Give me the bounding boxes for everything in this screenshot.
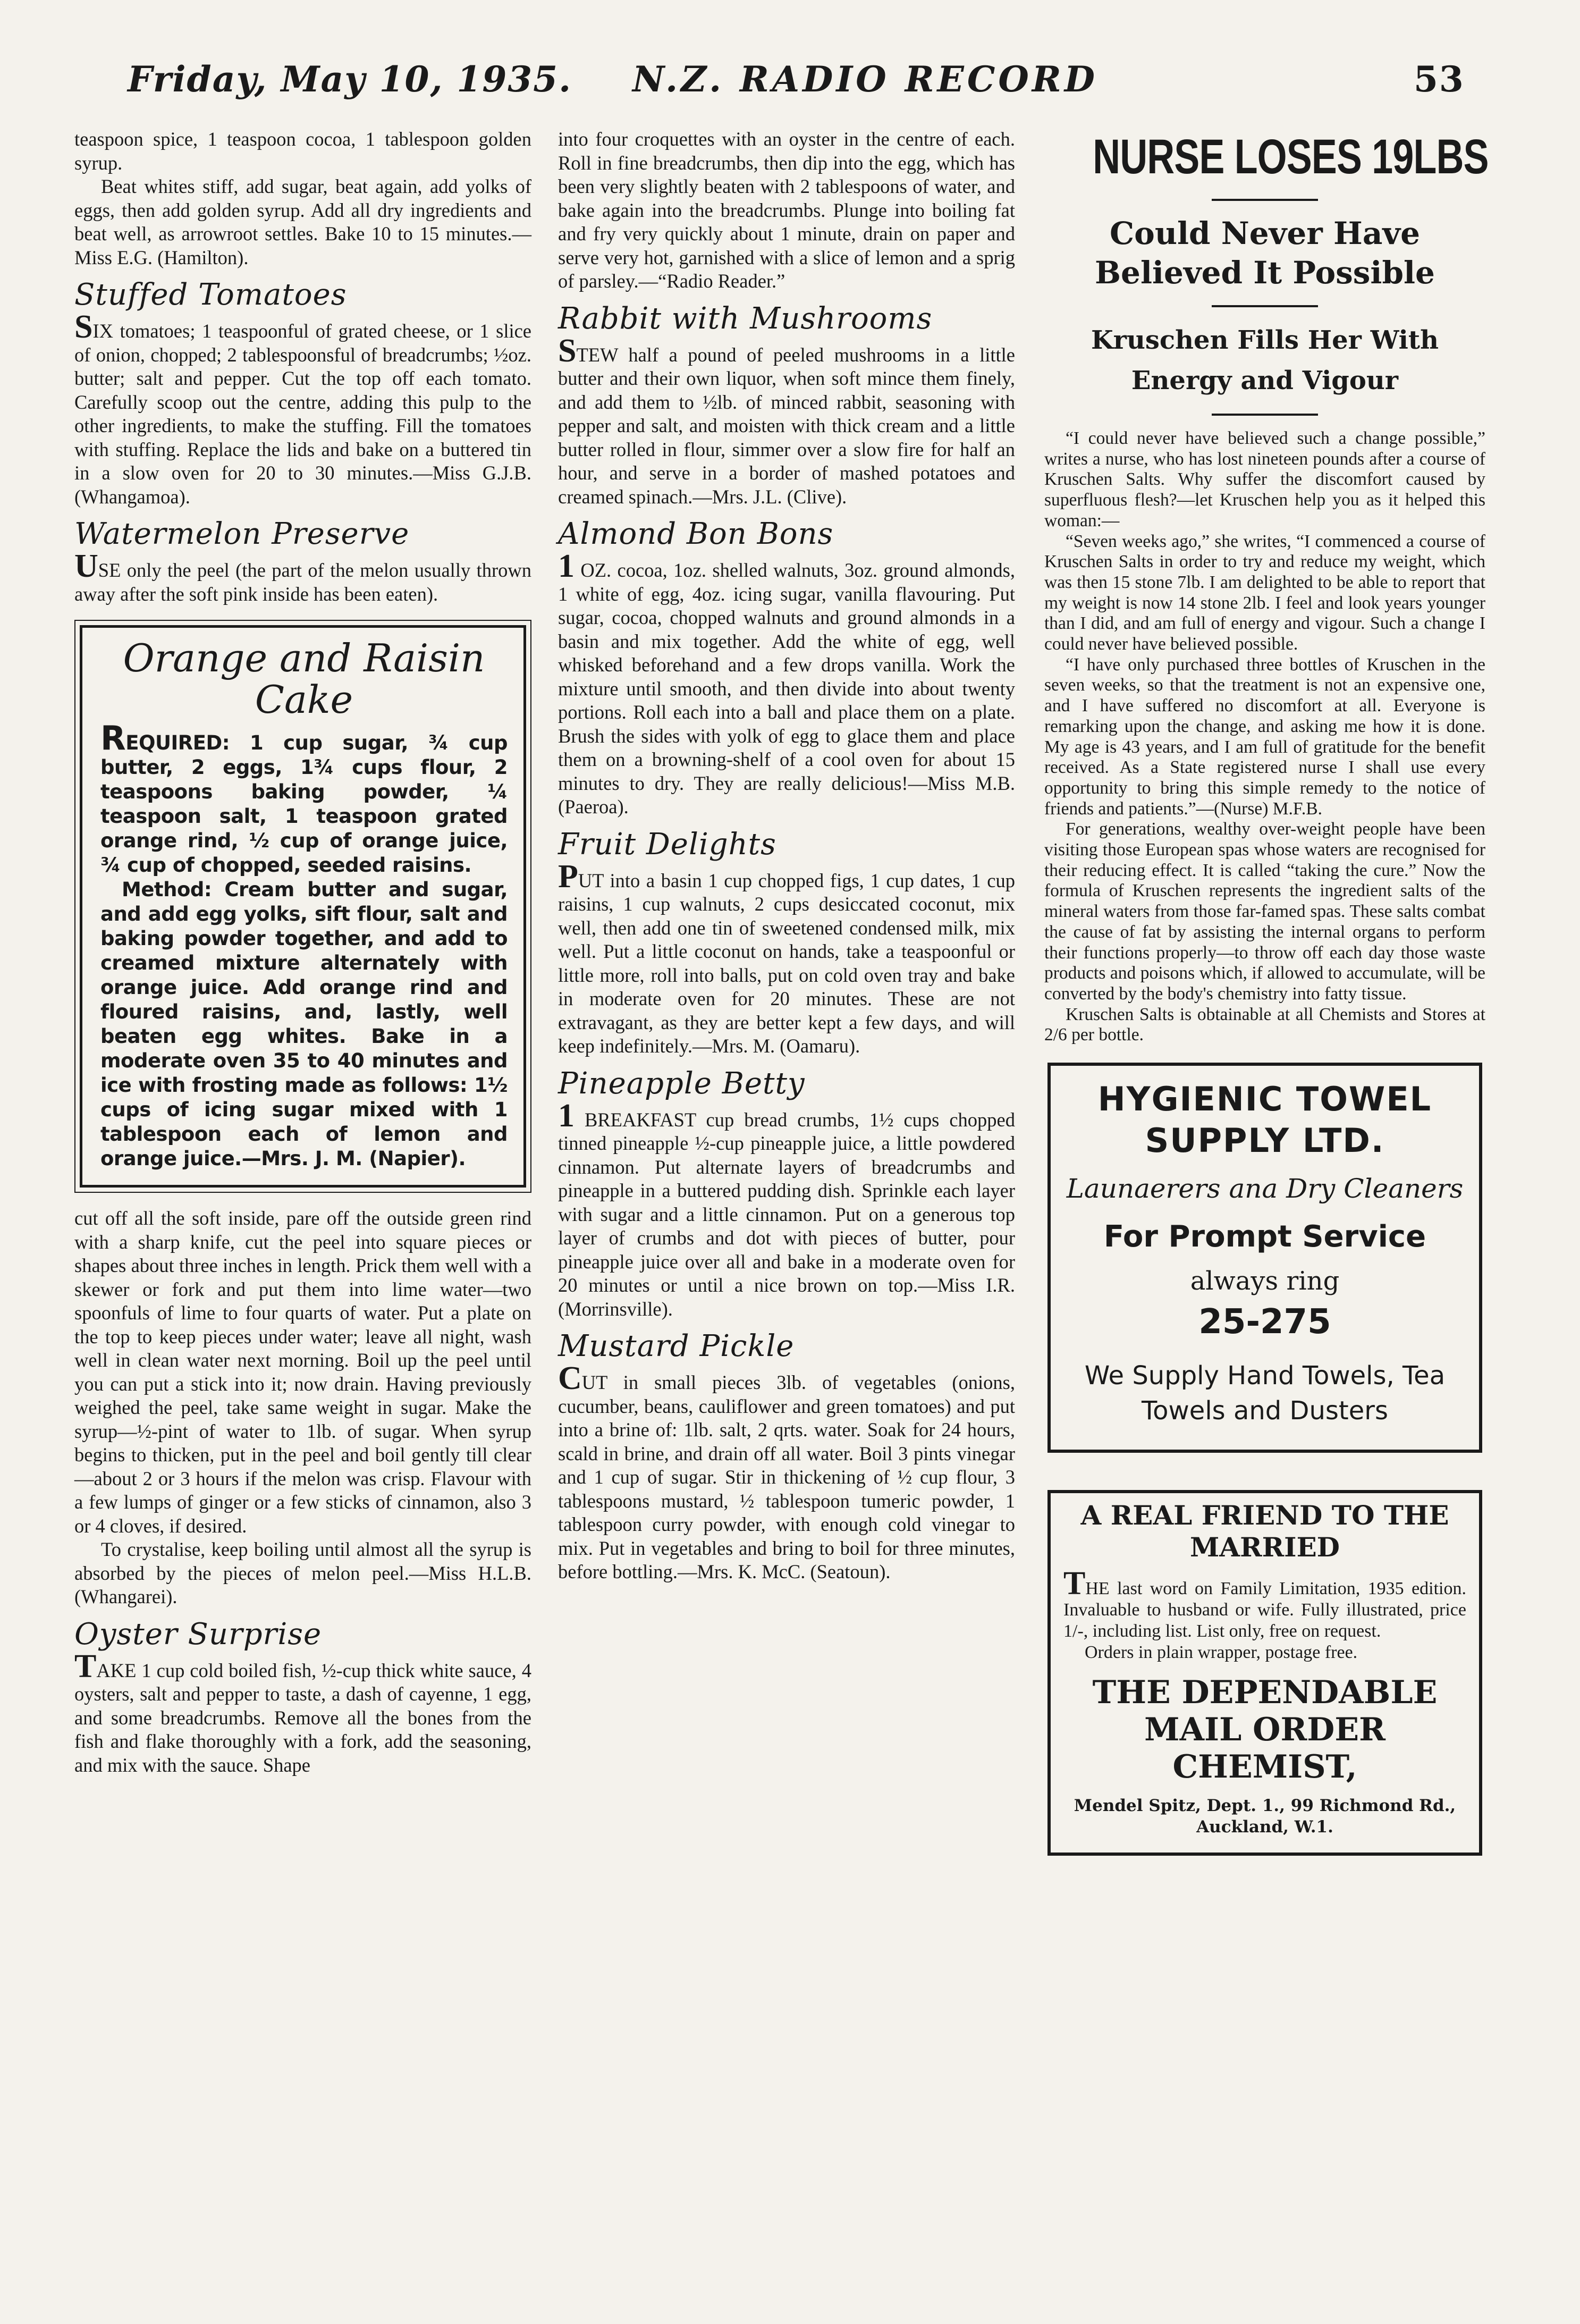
recipe-title-pineapple-betty: Pineapple Betty [558,1066,805,1101]
watermelon-crystalise: To crystalise, keep boiling until almost all the syrup is absorbed by the pieces of melon peel.—Miss H.L.B. (Whangarei). [74,1538,531,1607]
intro-paragraph: teaspoon spice, 1 teaspoon cocoa, 1 tablespoon golden syrup. [74,128,531,174]
recipe-body-fruit-delights: PUT into a basin 1 cup chopped figs, 1 cup dates, 1 cup raisins, 1 cup walnuts, 2 cups desiccated coconut, mix well, then add one tin of sweetened condensed milk, mix well. Put a little coconut on hands, take a teaspoonful or little more, roll into balls, put on cold oven tray and bake in moderate oven for 20 minutes. These are not extravagant, as they are better kept a few days, and will keep indefinitely.—Mrs. M. (Oamaru). [558,858,1015,1057]
recipe-title-oyster-surprise: Oyster Surprise [74,1616,322,1652]
kruschen-paragraph: “I could never have believed such a change possible,” writes a nurse, who has lost nineteen pounds after a course of Kruschen Salts. Why suffer the discomfort caused by superfluous flesh?—let Kruschen help you as it helped this woman:— [1044,428,1485,531]
recipe-body-mustard-pickle: CUT in small pieces 3lb. of vegetables (onions, cucumber, beans, cauliflower and green tomatoes) and put into a brine of: 1lb. salt, 2 qrts. water. Soak for 24 hours, scald in brine, and drain off all water. Boil 3 pints vinegar and 1 cup of sugar. Stir in thickening of ½ cup flour, 3 tablespoons mustard, ½ tablespoon tumeric powder, 1 tablespoon curry powder, with enough cold vinegar to mix. Put in vegetables and bring to boil for three minutes, before bottling.—Mrs. K. McC. (Seatoun). [558,1360,1015,1582]
recipe-title-fruit-delights: Fruit Delights [558,827,776,862]
recipe-body-almond-bon-bons: 1 OZ. cocoa, 1oz. shelled walnuts, 3oz. ground almonds, 1 white of egg, 4oz. icing sugar, vanilla flavouring. Put sugar, cocoa, chopped walnuts and ground almonds in a basin and mix together. Add the white of egg, well whisked beforehand and a few drops vanilla. Work the mixture until smooth, and then divide into about twenty portions. Roll each into a ball and place them on a plate. Brush the sides with yolk of egg to glace them and place them on a browning-shelf of a cool oven for about 15 minutes to dry. They are really delicious!—Miss M.B. (Paeroa). [558,548,1015,818]
intro-paragraph-2: Beat whites stiff, add sugar, beat again, add yolks of eggs, then add golden syrup. Add all dry ingredients and beat well, as arrowroot settles. Bake 10 to 15 minutes.—Miss E.G. (Hamilton). [74,175,531,268]
column-1 [74,128,531,1777]
towel-callout: For Prompt Service [1103,1219,1426,1254]
oyster-continued: into four croquettes with an oyster in the centre of each. Roll in fine breadcrumbs, then dip into the egg, which has been very slightly beaten with 2 tablespoons of water, and bake again into the breadcrumbs. Plunge into boiling fat and fry very quickly about 1 minute, drain on paper and serve very hot, garnished with a slice of lemon and a sprig of parsley.—“Radio Reader.” [558,128,1015,292]
kruschen-subheadline: Could Never Have Believed It Possible [1095,215,1435,291]
chemist-brand: THE DEPENDABLE MAIL ORDER CHEMIST, [1092,1674,1438,1786]
recipe-body-rabbit: STEW half a pound of peeled mushrooms in a little butter and their own liquor, when soft mince them finely, and add them to ½lb. of minced rabbit, seasoning with pepper and salt, and moisten with thick cream and a little butter rolled in flour, simmer over a slow fire for half an hour, and serve in a border of mashed potatoes and creamed spinach.—Mrs. J.L. (Clive). [558,332,1015,508]
recipe-title-rabbit: Rabbit with Mushrooms [558,301,933,336]
friend-title: A REAL FRIEND TO THE MARRIED [1080,1500,1449,1563]
kruschen-paragraph: For generations, wealthy over-weight people have been visiting those European spas whose waters are recognised for their reducing effect. It is called “taking the cure.” Now the formula of Kruschen represents the ingredient salts of the mineral waters from those far-famed spas. These salts combat the cause of fat by assisting the internal organs to perform their functions properly—to throw off each day those waste products and poisons which, if allowed to accumulate, will be converted by the body's chemistry into fatty tissue. [1044,819,1485,1004]
divider [1212,414,1318,416]
towel-ring-label: always ring [1190,1266,1340,1296]
page-header [74,58,1465,106]
kruschen-headline: NURSE LOSES 19LBS [1093,130,1489,184]
masthead: N.Z. RADIO RECORD [632,58,1098,100]
column-2 [558,128,1015,1584]
box-recipe-required: REQUIRED: 1 cup sugar, ¾ cup butter, 2 eggs, 1¾ cups flour, 2 teaspoons baking powder, ¼ teaspoon salt, 1 teaspoon grated orange rind, ½ cup of orange juice, ¾ cup of chopped, seeded raisins. [100,719,508,877]
mail-order-chemist-ad [1047,1490,1482,1856]
recipe-title-mustard-pickle: Mustard Pickle [558,1329,795,1363]
towel-company-name: HYGIENIC TOWEL SUPPLY LTD. [1097,1080,1432,1160]
towel-services: Launaerers ana Dry Cleaners [1066,1173,1464,1205]
recipe-body-watermelon-preserve: USE only the peel (the part of the melon usually thrown away after the soft pink inside has been eaten). [74,548,531,605]
kruschen-paragraph: “Seven weeks ago,” she writes, “I commenced a course of Kruschen Salts in order to try and reduce my weight, which was then 15 stone 7lb. I am delighted to be able to report that my weight is now 14 stone 2lb. I feel and look years younger than I did, and am full of energy and vigour. Such a change I could never have believed possible. [1044,531,1485,654]
recipe-body-oyster-surprise: TAKE 1 cup cold boiled fish, ½-cup thick white sauce, 4 oysters, salt and pepper to taste, a dash of cayenne, 1 egg, and some breadcrumbs. Remove all the bones from the fish and flake thoroughly with a fork, add the seasoning, and mix with the sauce. Shape [74,1648,531,1776]
friend-body: THE last word on Family Limitation, 1935 edition. Invaluable to husband or wife. Fully illustrated, price 1/-, including list. List only, free on request. [1063,1565,1466,1641]
recipe-title-watermelon-preserve: Watermelon Preserve [74,517,410,551]
watermelon-continued: cut off all the soft inside, pare off the outside green rind with a sharp knife, cut the peel into square pieces or shapes about three inches in length. Prick them well with a skewer or fork and put them into lime water—two spoonfuls of lime to four quarts of water. Put a plate on the top to keep pieces under water; leave all night, wash well in clean water next morning. Boil up the peel until you can put a stick into it; now drain. Having previously weighed the peel, take same weight in sugar. Make the syrup—½-pint of water to 1lb. of sugar. When syrup begins to thicken, put in the peel and boil gently till clear—about 2 or 3 hours if the melon was crisp. Flavour with a few lumps of ginger or a few sticks of cinnamon, also 3 or 4 cloves, if desired. [74,1207,531,1537]
hygienic-towel-ad [1047,1063,1482,1453]
orange-raisin-cake-box [80,625,526,1188]
kruschen-tagline: Kruschen Fills Her With Energy and Vigour [1091,325,1439,395]
kruschen-paragraph: “I have only purchased three bottles of Kruschen in the seven weeks, so that the treatment is not an expensive one, and I have suffered no discomfort at all. Everyone is remarking upon the change, and asking me how it is done. My age is 43 years, and I am full of gratitude for the benefit received. As a State registered nurse I shall use every opportunity to bring this simple remedy to the notice of friends and patients.”—(Nurse) M.F.B. [1044,654,1485,819]
page-number: 53 [1414,58,1465,100]
box-recipe-title: Orange and Raisin Cake [123,636,485,722]
column-3 [1044,128,1489,1856]
friend-orders: Orders in plain wrapper, postage free. [1085,1643,1358,1663]
recipe-title-stuffed-tomatoes: Stuffed Tomatoes [74,277,347,312]
divider [1212,199,1318,201]
recipe-body-pineapple-betty: 1 BREAKFAST cup bread crumbs, 1½ cups chopped tinned pineapple ½-cup pineapple juice, a little powdered cinnamon. Put alternate layers of breadcrumbs and pineapple in a buttered pudding dish. Sprinkle each layer with sugar and a little cinnamon. Put on a generous top layer of crumbs and dot with pieces of butter, pour pineapple juice over all and bake in a moderate oven for 20 minutes or until a nice brown on top.—Miss I.R. (Morrinsville). [558,1097,1015,1320]
chemist-address: Mendel Spitz, Dept. 1., 99 Richmond Rd., Auckland, W.1. [1074,1796,1456,1837]
kruschen-paragraph: Kruschen Salts is obtainable at all Chemists and Stores at 2/6 per bottle. [1044,1004,1485,1045]
recipe-body-stuffed-tomatoes: SIX tomatoes; 1 teaspoonful of grated cheese, or 1 slice of onion, chopped; 2 tablespoonsful of breadcrumbs; ½oz. butter; salt and pepper. Cut the top off each tomato. Carefully scoop out the centre, adding this pulp to the other ingredients, to make the stuffing. Fill the tomatoes with stuffing. Replace the lids and bake on a buttered tin in a slow oven for 20 to 30 minutes.—Miss G.J.B. (Whangamoa). [74,309,531,508]
divider [1212,305,1318,307]
issue-date: Friday, May 10, 1935. [128,58,572,100]
towel-phone: 25-275 [1198,1302,1331,1342]
recipe-title-almond-bon-bons: Almond Bon Bons [558,517,834,551]
box-recipe-method: Method: Cream butter and sugar, and add egg yolks, sift flour, salt and baking powder together, and add to creamed mixture alternately with orange juice. Add orange rind and floured raisins, and, lastly, well beaten egg whites. Bake in a moderate oven 35 to 40 minutes and ice with frosting made as follows: 1½ cups of icing sugar mixed with 1 tablespoon each of lemon and orange juice.—Mrs. J. M. (Napier). [100,878,508,1170]
towel-supplies: We Supply Hand Towels, Tea Towels and Dusters [1084,1361,1446,1426]
